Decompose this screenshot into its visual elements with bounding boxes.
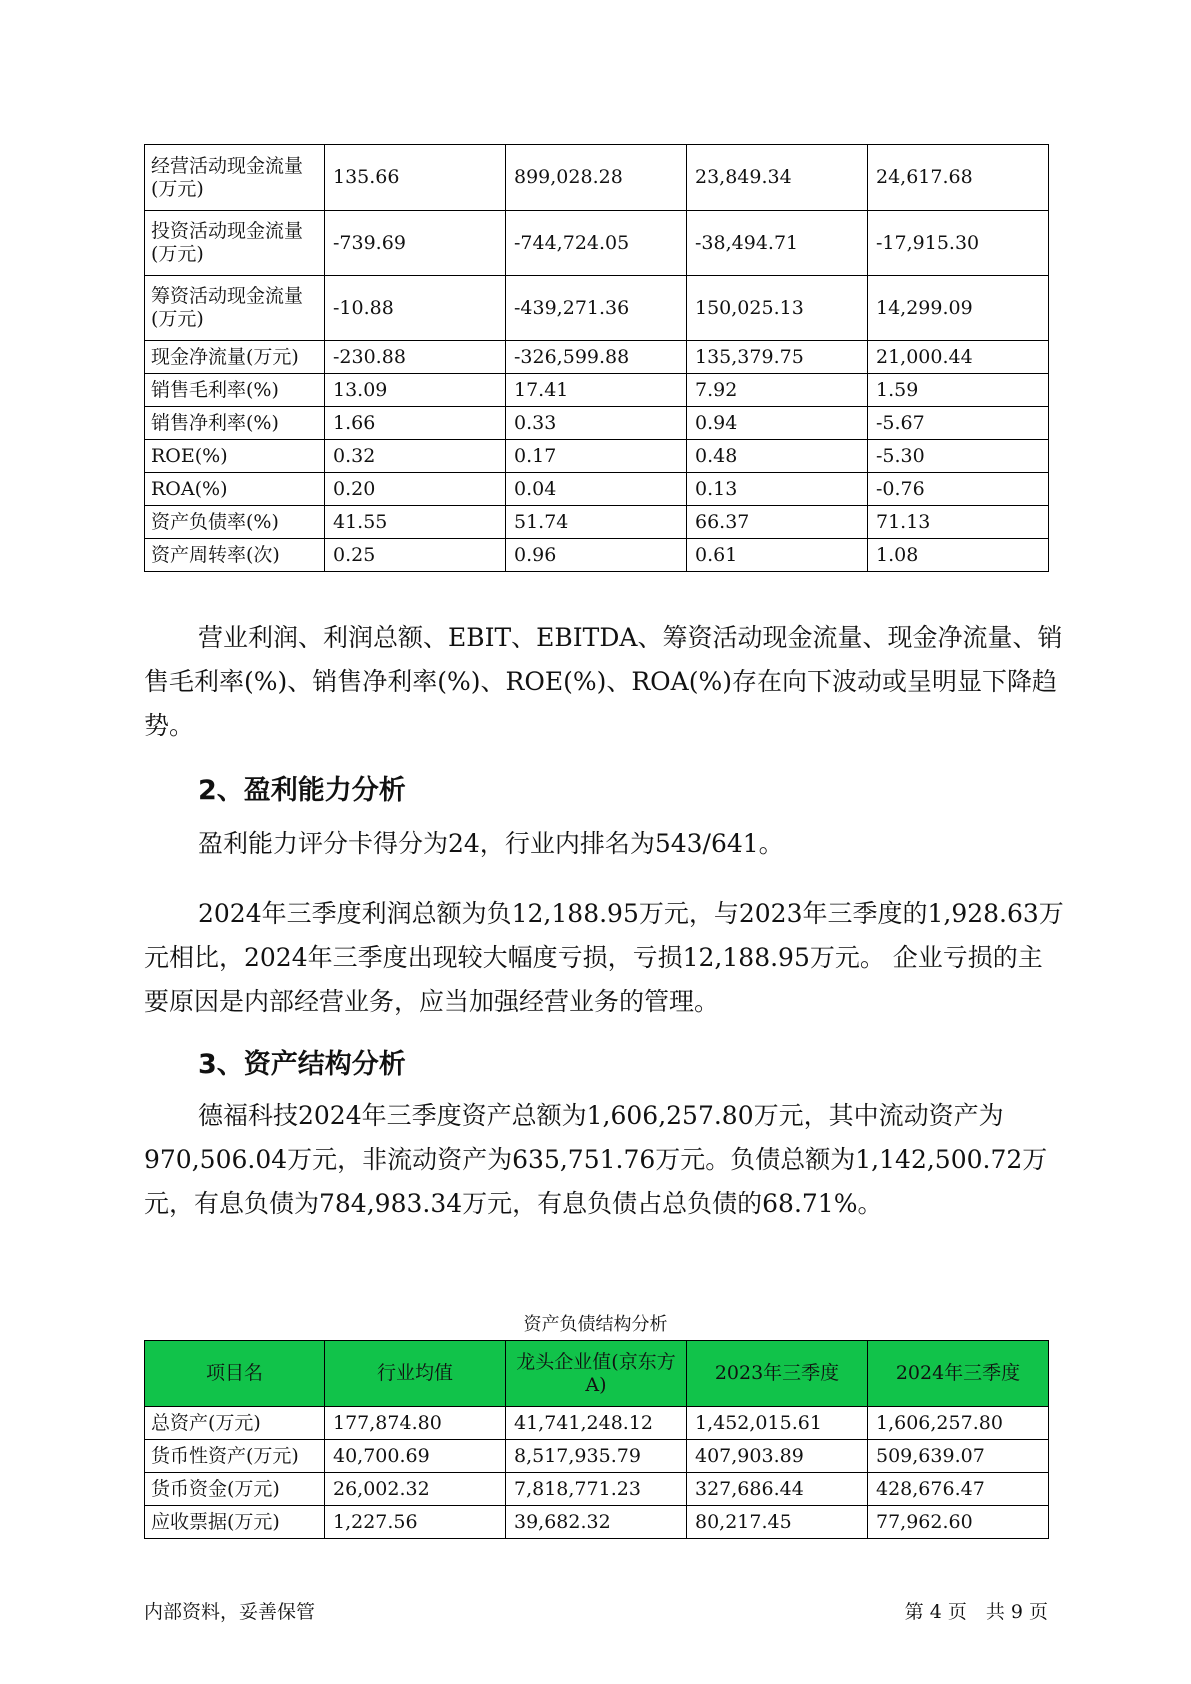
table-row: [145, 1440, 1049, 1473]
profit-analysis-paragraph: 2024年三季度利润总额为负12,188.95万元，与2023年三季度的1,928.63万元相比，2024年三季度出现较大幅度亏损，亏损12,188.95万元。 企业亏损的主要原因是内部经营业务，应当加强经营业务的管理。: [144, 899, 1064, 1016]
row-label: 销售净利率(%): [145, 407, 325, 440]
table-cell: 66.37: [687, 506, 868, 539]
table-row: [145, 145, 1049, 211]
table-row: [145, 1407, 1049, 1440]
section-heading-profitability: 2、盈利能力分析: [198, 775, 406, 806]
table-row: [145, 407, 1049, 440]
table-cell: 41,741,248.12: [506, 1407, 687, 1440]
table-cell: 24,617.68: [868, 145, 1049, 211]
table-cell: 23,849.34: [687, 145, 868, 211]
table-cell: 0.20: [325, 473, 506, 506]
row-label: 应收票据(万元): [145, 1506, 325, 1539]
column-header: 2023年三季度: [687, 1341, 868, 1407]
table-cell: 899,028.28: [506, 145, 687, 211]
table-cell: -17,915.30: [868, 211, 1049, 276]
table-cell: 7.92: [687, 374, 868, 407]
table-cell: 0.61: [687, 539, 868, 572]
row-label: 筹资活动现金流量(万元): [145, 276, 325, 341]
table-row: [145, 211, 1049, 276]
table-cell: 8,517,935.79: [506, 1440, 687, 1473]
table-cell: 39,682.32: [506, 1506, 687, 1539]
row-label: 总资产(万元): [145, 1407, 325, 1440]
table-cell: 7,818,771.23: [506, 1473, 687, 1506]
table-cell: 327,686.44: [687, 1473, 868, 1506]
table-cell: 407,903.89: [687, 1440, 868, 1473]
row-label: 货币性资产(万元): [145, 1440, 325, 1473]
column-header: 项目名: [145, 1341, 325, 1407]
table-cell: 13.09: [325, 374, 506, 407]
table-cell: -739.69: [325, 211, 506, 276]
table-cell: 71.13: [868, 506, 1049, 539]
column-header: 行业均值: [325, 1341, 506, 1407]
table-row: [145, 341, 1049, 374]
row-label: 资产负债率(%): [145, 506, 325, 539]
table-cell: -10.88: [325, 276, 506, 341]
table-row: [145, 506, 1049, 539]
table-cell: -5.67: [868, 407, 1049, 440]
table-cell: 77,962.60: [868, 1506, 1049, 1539]
table-cell: -744,724.05: [506, 211, 687, 276]
row-label: 投资活动现金流量(万元): [145, 211, 325, 276]
table-cell: 0.13: [687, 473, 868, 506]
table-cell: 0.25: [325, 539, 506, 572]
table-cell: 17.41: [506, 374, 687, 407]
table-cell: 14,299.09: [868, 276, 1049, 341]
table-cell: 26,002.32: [325, 1473, 506, 1506]
table-cell: 0.94: [687, 407, 868, 440]
footer-page-number: 第 4 页 共 9 页: [904, 1601, 1048, 1623]
table-cell: 428,676.47: [868, 1473, 1049, 1506]
column-header: 2024年三季度: [868, 1341, 1049, 1407]
table-cell: -230.88: [325, 341, 506, 374]
table-cell: 150,025.13: [687, 276, 868, 341]
table-row: [145, 539, 1049, 572]
table-cell: 135,379.75: [687, 341, 868, 374]
table-cell: 1.08: [868, 539, 1049, 572]
row-label: 资产周转率(次): [145, 539, 325, 572]
financial-indicators-table: [144, 144, 1049, 572]
row-label: 现金净流量(万元): [145, 341, 325, 374]
table-cell: 0.48: [687, 440, 868, 473]
table-cell: -38,494.71: [687, 211, 868, 276]
row-label: 货币资金(万元): [145, 1473, 325, 1506]
table-row: [145, 1506, 1049, 1539]
table-cell: 135.66: [325, 145, 506, 211]
column-header: 龙头企业值(京东方A): [506, 1341, 687, 1407]
row-label: 经营活动现金流量(万元): [145, 145, 325, 211]
table-cell: 509,639.07: [868, 1440, 1049, 1473]
table-row: [145, 1473, 1049, 1506]
table-cell: -5.30: [868, 440, 1049, 473]
trend-summary-paragraph: 营业利润、利润总额、EBIT、EBITDA、筹资活动现金流量、现金净流量、销售毛利率(%)、销售净利率(%)、ROE(%)、ROA(%)存在向下波动或呈明显下降趋势。: [144, 623, 1063, 740]
row-label: 销售毛利率(%): [145, 374, 325, 407]
table-cell: 80,217.45: [687, 1506, 868, 1539]
table-cell: 40,700.69: [325, 1440, 506, 1473]
table-cell: 0.96: [506, 539, 687, 572]
table-cell: 1,452,015.61: [687, 1407, 868, 1440]
table-cell: 51.74: [506, 506, 687, 539]
table-cell: -439,271.36: [506, 276, 687, 341]
table-cell: 177,874.80: [325, 1407, 506, 1440]
table-caption: 资产负债结构分析: [523, 1314, 668, 1335]
row-label: ROA(%): [145, 473, 325, 506]
table-cell: 1.59: [868, 374, 1049, 407]
table-cell: 41.55: [325, 506, 506, 539]
table-cell: -0.76: [868, 473, 1049, 506]
table-header-row: [145, 1341, 1049, 1407]
table-cell: 1.66: [325, 407, 506, 440]
table-row: [145, 374, 1049, 407]
footer-confidential-note: 内部资料，妥善保管: [144, 1601, 316, 1623]
asset-structure-paragraph: 德福科技2024年三季度资产总额为1,606,257.80万元，其中流动资产为970,506.04万元，非流动资产为635,751.76万元。负债总额为1,142,500.72万元，有息负债为784,983.34万元，有息负债占总负债的68.71%。: [144, 1101, 1048, 1218]
row-label: ROE(%): [145, 440, 325, 473]
profitability-score-paragraph: 盈利能力评分卡得分为24，行业内排名为543/641。: [198, 829, 784, 858]
table-cell: 1,606,257.80: [868, 1407, 1049, 1440]
balance-structure-table: [144, 1340, 1049, 1539]
table-cell: 0.32: [325, 440, 506, 473]
table-row: [145, 276, 1049, 341]
table-cell: 21,000.44: [868, 341, 1049, 374]
table-cell: -326,599.88: [506, 341, 687, 374]
section-heading-asset-structure: 3、资产结构分析: [198, 1049, 406, 1080]
table-cell: 0.04: [506, 473, 687, 506]
table-row: [145, 440, 1049, 473]
table-cell: 0.33: [506, 407, 687, 440]
table-cell: 0.17: [506, 440, 687, 473]
table-cell: 1,227.56: [325, 1506, 506, 1539]
table-row: [145, 473, 1049, 506]
